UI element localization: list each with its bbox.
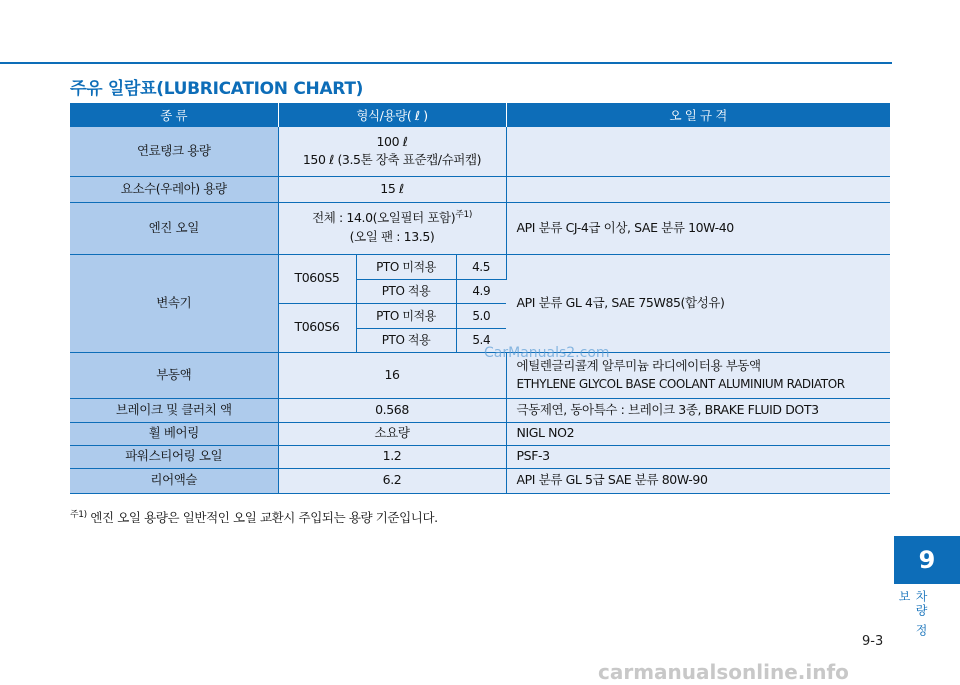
engine-oil-capacity-2: (오일 팬 : 13.5) [349,229,435,244]
row-urea [70,176,890,202]
watermark-bottom: carmanualsonline.info [598,660,849,684]
wheel-bearing-spec: NIGL NO2 [506,422,890,445]
power-steering-capacity: 1.2 [278,445,506,468]
coolant-label: 부동액 [70,352,278,398]
urea-capacity: 15 ℓ [278,176,506,202]
brake-clutch-capacity: 0.568 [278,398,506,422]
row-brake-clutch [70,398,890,422]
header-spec: 오 일 규 격 [506,103,890,127]
urea-label: 요소수(우레아) 용량 [70,176,278,202]
transmission-model-2-type-2: PTO 적용 [356,328,456,352]
row-coolant [70,352,890,398]
transmission-model-2-value-2: 5.4 [456,328,506,352]
engine-oil-capacity [278,202,506,254]
transmission-model-2-type-1: PTO 미적용 [356,303,456,328]
transmission-model-1: T060S5 [278,254,356,303]
transmission-model-2-value-1: 5.0 [456,303,506,328]
transmission-model-1-value-1: 4.5 [456,254,506,279]
coolant-capacity: 16 [278,352,506,398]
wheel-bearing-capacity: 소요량 [278,422,506,445]
row-engine-oil [70,202,890,254]
table-header-row [70,103,890,127]
rear-axle-label: 리어액슬 [70,468,278,493]
header-capacity: 형식/용량( ℓ ) [278,103,506,127]
watermark-middle: CarManuals2.com [484,345,610,361]
engine-oil-capacity-1: 전체 : 14.0(오일필터 포함)$^{주1)}$ [312,210,472,226]
transmission-model-1-type-2: PTO 적용 [356,279,456,303]
row-fuel-tank [70,127,890,176]
rear-axle-spec: API 분류 GL 5급 SAE 분류 80W-90 [506,468,890,493]
footnote-mark-bottom: 주1) [70,509,87,520]
wheel-bearing-label: 휠 베어링 [70,422,278,445]
fuel-tank-capacity-1: 100 ℓ [376,133,408,149]
rear-axle-capacity: 6.2 [278,468,506,493]
fuel-tank-capacity [278,127,506,176]
top-rule [0,62,892,64]
engine-oil-spec: API 분류 CJ-4급 이상, SAE 분류 10W-40 [506,202,890,254]
section-title: 주유 일람표(LUBRICATION CHART) [70,79,364,99]
brake-clutch-spec: 극동제연, 동아특수 : 브레이크 3종, BRAKE FLUID DOT3 [506,398,890,422]
transmission-label: 변속기 [70,254,278,352]
fuel-tank-label: 연료탱크 용량 [70,127,278,176]
chapter-name: 차량 정보 [897,590,928,638]
brake-clutch-label: 브레이크 및 클러치 액 [70,398,278,422]
transmission-spec: API 분류 GL 4급, SAE 75W85(합성유) [506,254,890,352]
header-type: 종 류 [70,103,278,127]
row-transmission-1 [70,254,890,279]
row-power-steering [70,445,890,468]
coolant-spec-2: ETHYLENE GLYCOL BASE COOLANT ALUMINIUM RADIATOR [516,377,845,392]
lubrication-table [70,103,890,494]
fuel-tank-capacity-2: 150 ℓ (3.5톤 장축 표준캡/슈퍼캡) [302,152,482,168]
engine-oil-label: 엔진 오일 [70,202,278,254]
chapter-number-tab: 9 [894,536,960,584]
page-number: 9-3 [862,634,884,649]
row-wheel-bearing [70,422,890,445]
power-steering-spec: PSF-3 [506,445,890,468]
footnote [70,508,438,526]
footnote-mark: 주1) [455,210,472,221]
footnote-text: 엔진 오일 용량은 일반적인 오일 교환시 주입되는 용량 기준입니다. [86,510,438,525]
coolant-spec-1: 에틸렌글리콜계 알루미늄 라디에이터용 부동액 [516,357,761,373]
row-rear-axle [70,468,890,493]
power-steering-label: 파워스티어링 오일 [70,445,278,468]
transmission-model-1-type-1: PTO 미적용 [356,254,456,279]
fuel-tank-spec [506,127,890,176]
urea-spec [506,176,890,202]
transmission-model-2: T060S6 [278,303,356,352]
transmission-model-1-value-2: 4.9 [456,279,506,303]
